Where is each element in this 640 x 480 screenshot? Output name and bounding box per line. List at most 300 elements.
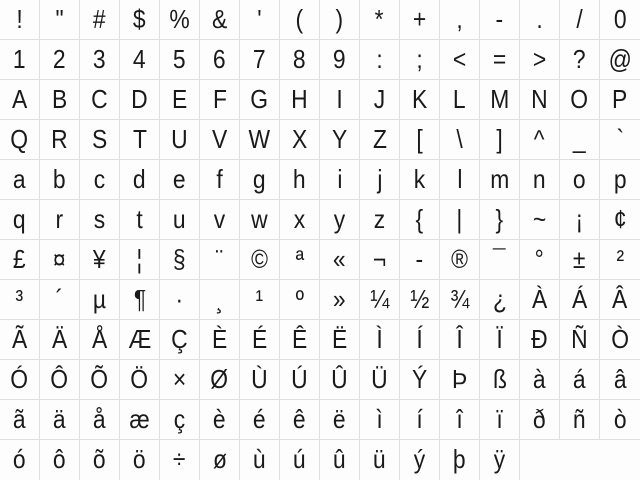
glyph: ð — [533, 404, 546, 434]
glyph-cell[interactable] — [200, 440, 240, 480]
glyph: % — [169, 4, 190, 34]
glyph-cell[interactable] — [480, 80, 520, 120]
glyph: ( — [295, 4, 304, 34]
glyph-cell[interactable] — [520, 120, 560, 160]
glyph-cell[interactable] — [240, 80, 280, 120]
glyph-cell[interactable] — [200, 360, 240, 400]
glyph-cell[interactable] — [240, 40, 280, 80]
glyph-cell[interactable] — [40, 40, 80, 80]
glyph: ã — [13, 404, 26, 434]
glyph-cell[interactable] — [600, 280, 640, 320]
glyph: _ — [573, 124, 586, 154]
glyph-cell[interactable] — [440, 80, 480, 120]
glyph: Å — [91, 324, 108, 354]
glyph: ® — [451, 244, 468, 274]
glyph: M — [489, 84, 510, 114]
glyph: N — [531, 84, 548, 114]
glyph-cell[interactable] — [240, 120, 280, 160]
glyph-cell[interactable] — [560, 400, 600, 440]
glyph-cell[interactable] — [0, 80, 40, 120]
glyph: Í — [416, 324, 423, 354]
glyph-cell[interactable] — [200, 40, 240, 80]
glyph-cell[interactable] — [480, 0, 520, 40]
glyph-cell[interactable] — [480, 400, 520, 440]
glyph: Ä — [51, 324, 68, 354]
glyph: 2 — [53, 44, 66, 74]
glyph: ´ — [55, 284, 64, 314]
glyph-cell[interactable] — [40, 0, 80, 40]
glyph-cell[interactable] — [440, 320, 480, 360]
glyph-cell[interactable] — [200, 80, 240, 120]
glyph-cell[interactable] — [320, 400, 360, 440]
glyph-cell[interactable] — [280, 200, 320, 240]
glyph-cell[interactable] — [200, 160, 240, 200]
glyph-cell[interactable] — [360, 200, 400, 240]
glyph-cell[interactable] — [320, 320, 360, 360]
glyph-cell[interactable] — [480, 240, 520, 280]
glyph-cell[interactable] — [160, 240, 200, 280]
glyph: , — [456, 4, 463, 34]
glyph-cell[interactable] — [360, 280, 400, 320]
glyph-cell[interactable] — [480, 160, 520, 200]
glyph-cell[interactable] — [40, 80, 80, 120]
glyph-cell[interactable] — [0, 0, 40, 40]
glyph-cell[interactable] — [280, 280, 320, 320]
glyph-cell[interactable] — [40, 200, 80, 240]
glyph: Î — [456, 324, 463, 354]
glyph-cell[interactable] — [440, 240, 480, 280]
glyph-cell[interactable] — [440, 0, 480, 40]
glyph-cell[interactable] — [320, 160, 360, 200]
glyph-cell[interactable] — [120, 80, 160, 120]
glyph: # — [93, 4, 106, 34]
glyph: ¡ — [575, 204, 584, 234]
glyph: w — [251, 204, 268, 234]
glyph: 0 — [613, 4, 627, 34]
glyph-cell[interactable] — [320, 80, 360, 120]
glyph: é — [253, 404, 266, 434]
glyph-cell[interactable] — [0, 160, 40, 200]
glyph-cell[interactable] — [200, 320, 240, 360]
glyph-cell[interactable] — [0, 40, 40, 80]
glyph-cell[interactable] — [320, 200, 360, 240]
glyph: ÷ — [173, 444, 186, 474]
glyph-cell[interactable] — [40, 400, 80, 440]
glyph: ¼ — [369, 284, 390, 314]
glyph: á — [573, 364, 586, 394]
glyph: ë — [333, 404, 346, 434]
glyph-cell[interactable] — [200, 280, 240, 320]
glyph: Õ — [90, 364, 109, 394]
glyph: R — [51, 124, 68, 154]
glyph: ö — [133, 444, 146, 474]
glyph: [ — [416, 124, 423, 154]
glyph: X — [291, 124, 308, 154]
glyph-cell[interactable] — [160, 160, 200, 200]
glyph-cell[interactable] — [120, 40, 160, 80]
glyph-cell[interactable] — [200, 200, 240, 240]
glyph-cell[interactable] — [0, 360, 40, 400]
glyph: s — [93, 204, 106, 234]
glyph-cell[interactable] — [0, 280, 40, 320]
glyph: ¯ — [493, 244, 506, 274]
glyph: Ü — [371, 364, 388, 394]
glyph-cell[interactable] — [520, 400, 560, 440]
glyph: H — [291, 84, 308, 114]
glyph-cell[interactable] — [520, 0, 560, 40]
glyph-cell[interactable] — [120, 320, 160, 360]
glyph: $ — [133, 4, 146, 34]
glyph-cell[interactable] — [600, 400, 640, 440]
glyph-cell[interactable] — [40, 280, 80, 320]
glyph-cell[interactable] — [400, 440, 440, 480]
glyph: j — [376, 164, 383, 194]
glyph-cell[interactable] — [280, 320, 320, 360]
glyph: Ý — [411, 364, 428, 394]
glyph: û — [333, 444, 346, 474]
glyph-cell[interactable] — [440, 120, 480, 160]
glyph: ¸ — [215, 284, 224, 314]
glyph-cell[interactable] — [320, 120, 360, 160]
glyph-cell[interactable] — [80, 40, 120, 80]
glyph: É — [251, 324, 268, 354]
glyph-cell[interactable] — [240, 200, 280, 240]
glyph-cell[interactable] — [360, 240, 400, 280]
glyph-cell[interactable] — [280, 80, 320, 120]
glyph-cell[interactable] — [400, 200, 440, 240]
glyph: ½ — [409, 284, 430, 314]
glyph-cell[interactable] — [520, 160, 560, 200]
glyph: G — [250, 84, 269, 114]
glyph-cell[interactable] — [120, 400, 160, 440]
glyph-cell[interactable] — [400, 320, 440, 360]
glyph: D — [131, 84, 148, 114]
glyph-cell[interactable] — [240, 400, 280, 440]
glyph: ø — [212, 444, 227, 474]
glyph-cell[interactable] — [40, 320, 80, 360]
glyph-cell[interactable] — [320, 360, 360, 400]
glyph-cell[interactable] — [600, 0, 640, 40]
glyph-cell[interactable] — [400, 400, 440, 440]
glyph-cell[interactable] — [80, 280, 120, 320]
empty-cell — [560, 440, 600, 480]
glyph-cell[interactable] — [240, 440, 280, 480]
glyph: 8 — [293, 44, 306, 74]
glyph: ^ — [534, 124, 545, 154]
glyph-cell[interactable] — [320, 240, 360, 280]
glyph: u — [173, 204, 186, 234]
glyph-cell[interactable] — [480, 200, 520, 240]
glyph-cell[interactable] — [160, 200, 200, 240]
glyph-cell[interactable] — [480, 440, 520, 480]
glyph: } — [495, 204, 504, 234]
glyph-cell[interactable] — [80, 160, 120, 200]
glyph-cell[interactable] — [240, 280, 280, 320]
glyph-cell[interactable] — [120, 160, 160, 200]
glyph: ¶ — [133, 284, 146, 314]
glyph-cell[interactable] — [240, 160, 280, 200]
glyph-cell[interactable] — [360, 120, 400, 160]
glyph: K — [411, 84, 428, 114]
glyph-cell[interactable] — [400, 240, 440, 280]
glyph: I — [336, 84, 343, 114]
glyph: Ò — [611, 324, 629, 354]
glyph: º — [295, 284, 304, 314]
glyph-cell[interactable] — [520, 320, 560, 360]
glyph-cell[interactable] — [160, 120, 200, 160]
glyph: Z — [372, 124, 387, 154]
glyph-cell[interactable] — [520, 240, 560, 280]
glyph-cell[interactable] — [360, 80, 400, 120]
glyph-cell[interactable] — [360, 400, 400, 440]
glyph: b — [53, 164, 66, 194]
glyph: Ö — [130, 364, 149, 394]
glyph: a — [13, 164, 26, 194]
glyph-cell[interactable] — [80, 360, 120, 400]
glyph: e — [173, 164, 186, 194]
glyph: i — [336, 164, 343, 194]
glyph-cell[interactable] — [0, 200, 40, 240]
glyph: ú — [293, 444, 306, 474]
glyph: & — [211, 4, 228, 34]
glyph-cell[interactable] — [360, 440, 400, 480]
glyph-cell[interactable] — [0, 440, 40, 480]
glyph-cell[interactable] — [200, 0, 240, 40]
glyph: ÿ — [493, 444, 506, 474]
glyph-cell[interactable] — [600, 320, 640, 360]
glyph: h — [293, 164, 306, 194]
glyph-cell[interactable] — [400, 280, 440, 320]
glyph-cell[interactable] — [560, 0, 600, 40]
glyph-cell[interactable] — [360, 360, 400, 400]
glyph-cell[interactable] — [160, 280, 200, 320]
glyph-cell[interactable] — [160, 320, 200, 360]
glyph-cell[interactable] — [320, 0, 360, 40]
glyph-cell[interactable] — [560, 40, 600, 80]
glyph: Ì — [376, 324, 383, 354]
glyph-cell[interactable] — [80, 240, 120, 280]
glyph-cell[interactable] — [280, 0, 320, 40]
glyph-cell[interactable] — [520, 200, 560, 240]
glyph-cell[interactable] — [80, 120, 120, 160]
glyph: È — [211, 324, 228, 354]
glyph: V — [211, 124, 228, 154]
glyph-cell[interactable] — [600, 120, 640, 160]
glyph-cell[interactable] — [160, 0, 200, 40]
glyph: C — [91, 84, 108, 114]
glyph: . — [536, 4, 543, 34]
glyph: ² — [616, 244, 624, 274]
glyph-cell[interactable] — [440, 40, 480, 80]
glyph-cell[interactable] — [360, 0, 400, 40]
glyph-cell[interactable] — [280, 440, 320, 480]
glyph-cell[interactable] — [160, 40, 200, 80]
glyph-cell[interactable] — [120, 0, 160, 40]
glyph-cell[interactable] — [400, 120, 440, 160]
glyph-cell[interactable] — [560, 240, 600, 280]
glyph-cell[interactable] — [280, 120, 320, 160]
glyph-cell[interactable] — [160, 360, 200, 400]
glyph-cell[interactable] — [120, 200, 160, 240]
glyph: Ê — [291, 324, 308, 354]
glyph-cell[interactable] — [160, 400, 200, 440]
glyph-cell[interactable] — [80, 80, 120, 120]
glyph-cell[interactable] — [360, 320, 400, 360]
glyph-cell[interactable] — [440, 400, 480, 440]
glyph-cell[interactable] — [40, 240, 80, 280]
glyph-cell[interactable] — [320, 440, 360, 480]
glyph-cell[interactable] — [560, 320, 600, 360]
glyph: r — [55, 204, 64, 234]
glyph-cell[interactable] — [240, 240, 280, 280]
glyph: ] — [496, 124, 503, 154]
glyph-cell[interactable] — [200, 400, 240, 440]
glyph: ý — [413, 444, 426, 474]
glyph: Æ — [128, 324, 151, 354]
glyph-cell[interactable] — [320, 280, 360, 320]
glyph-cell[interactable] — [40, 440, 80, 480]
glyph-cell[interactable] — [280, 40, 320, 80]
glyph: 6 — [213, 44, 226, 74]
glyph-cell[interactable] — [520, 40, 560, 80]
glyph: ù — [253, 444, 266, 474]
glyph-cell[interactable] — [400, 40, 440, 80]
glyph: " — [55, 4, 64, 34]
glyph-cell[interactable] — [240, 320, 280, 360]
glyph-cell[interactable] — [280, 160, 320, 200]
glyph: < — [452, 44, 467, 74]
glyph-cell[interactable] — [40, 360, 80, 400]
glyph-cell[interactable] — [160, 440, 200, 480]
glyph-cell[interactable] — [400, 0, 440, 40]
glyph-cell[interactable] — [120, 360, 160, 400]
glyph-cell[interactable] — [80, 320, 120, 360]
glyph: ! — [16, 4, 23, 34]
glyph-cell[interactable] — [0, 400, 40, 440]
glyph: q — [13, 204, 26, 234]
glyph-cell[interactable] — [600, 200, 640, 240]
glyph-cell[interactable] — [80, 0, 120, 40]
glyph-cell[interactable] — [400, 360, 440, 400]
glyph-cell[interactable] — [560, 80, 600, 120]
glyph-cell[interactable] — [480, 320, 520, 360]
glyph: ¦ — [136, 244, 143, 274]
glyph-cell[interactable] — [200, 240, 240, 280]
glyph-cell[interactable] — [560, 120, 600, 160]
glyph: P — [612, 84, 628, 114]
glyph-cell[interactable] — [120, 240, 160, 280]
glyph-cell[interactable] — [480, 120, 520, 160]
glyph-cell[interactable] — [400, 160, 440, 200]
glyph-cell[interactable] — [440, 280, 480, 320]
glyph-cell[interactable] — [520, 280, 560, 320]
glyph-cell[interactable] — [0, 240, 40, 280]
glyph-cell[interactable] — [440, 200, 480, 240]
glyph: ¬ — [372, 244, 387, 274]
glyph: ° — [534, 244, 545, 274]
glyph: \ — [456, 124, 463, 154]
glyph-cell[interactable] — [600, 360, 640, 400]
glyph: ³ — [15, 284, 24, 314]
glyph-cell[interactable] — [440, 440, 480, 480]
glyph-cell[interactable] — [480, 40, 520, 80]
glyph-cell[interactable] — [280, 360, 320, 400]
glyph-cell[interactable] — [360, 160, 400, 200]
glyph: ô — [53, 444, 66, 474]
glyph-cell[interactable] — [40, 160, 80, 200]
glyph-cell[interactable] — [200, 120, 240, 160]
glyph: F — [212, 84, 227, 114]
glyph-cell[interactable] — [480, 360, 520, 400]
glyph-cell[interactable] — [600, 80, 640, 120]
glyph-cell[interactable] — [440, 360, 480, 400]
glyph-cell[interactable] — [160, 80, 200, 120]
glyph-cell[interactable] — [240, 0, 280, 40]
glyph-cell[interactable] — [120, 280, 160, 320]
glyph: Ï — [496, 324, 503, 354]
glyph-cell[interactable] — [120, 120, 160, 160]
glyph-cell[interactable] — [560, 200, 600, 240]
glyph: © — [251, 244, 268, 274]
glyph-cell[interactable] — [320, 40, 360, 80]
glyph: { — [415, 204, 424, 234]
glyph: Ù — [251, 364, 268, 394]
glyph: 5 — [173, 44, 186, 74]
glyph: ¨ — [215, 244, 224, 274]
glyph: Ã — [11, 324, 28, 354]
glyph: = — [492, 44, 507, 74]
glyph: ¤ — [53, 244, 66, 274]
glyph-cell[interactable] — [120, 440, 160, 480]
glyph-cell[interactable] — [600, 160, 640, 200]
glyph-cell[interactable] — [560, 160, 600, 200]
glyph: L — [453, 84, 466, 114]
glyph-cell[interactable] — [0, 120, 40, 160]
glyph-cell[interactable] — [520, 360, 560, 400]
glyph-cell[interactable] — [480, 280, 520, 320]
glyph: E — [171, 84, 188, 114]
glyph: : — [376, 44, 383, 74]
glyph-cell[interactable] — [400, 80, 440, 120]
glyph-cell[interactable] — [560, 280, 600, 320]
glyph-cell[interactable] — [560, 360, 600, 400]
glyph: 4 — [133, 44, 146, 74]
glyph: £ — [13, 244, 26, 274]
glyph-cell[interactable] — [600, 240, 640, 280]
glyph-cell[interactable] — [280, 240, 320, 280]
glyph: µ — [92, 284, 107, 314]
glyph-cell[interactable] — [80, 200, 120, 240]
glyph: þ — [453, 444, 466, 474]
glyph-cell[interactable] — [80, 440, 120, 480]
glyph-cell[interactable] — [40, 120, 80, 160]
glyph: ò — [613, 404, 627, 434]
glyph-cell[interactable] — [280, 400, 320, 440]
glyph: ¹ — [255, 284, 264, 314]
glyph: Ô — [50, 364, 69, 394]
glyph-cell[interactable] — [600, 40, 640, 80]
glyph: â — [613, 364, 627, 394]
glyph-cell[interactable] — [440, 160, 480, 200]
glyph-cell[interactable] — [360, 40, 400, 80]
glyph: o — [573, 164, 586, 194]
glyph-cell[interactable] — [0, 320, 40, 360]
glyph-cell[interactable] — [80, 400, 120, 440]
glyph: ó — [13, 444, 26, 474]
glyph-cell[interactable] — [520, 80, 560, 120]
glyph-cell[interactable] — [240, 360, 280, 400]
glyph: å — [93, 404, 106, 434]
